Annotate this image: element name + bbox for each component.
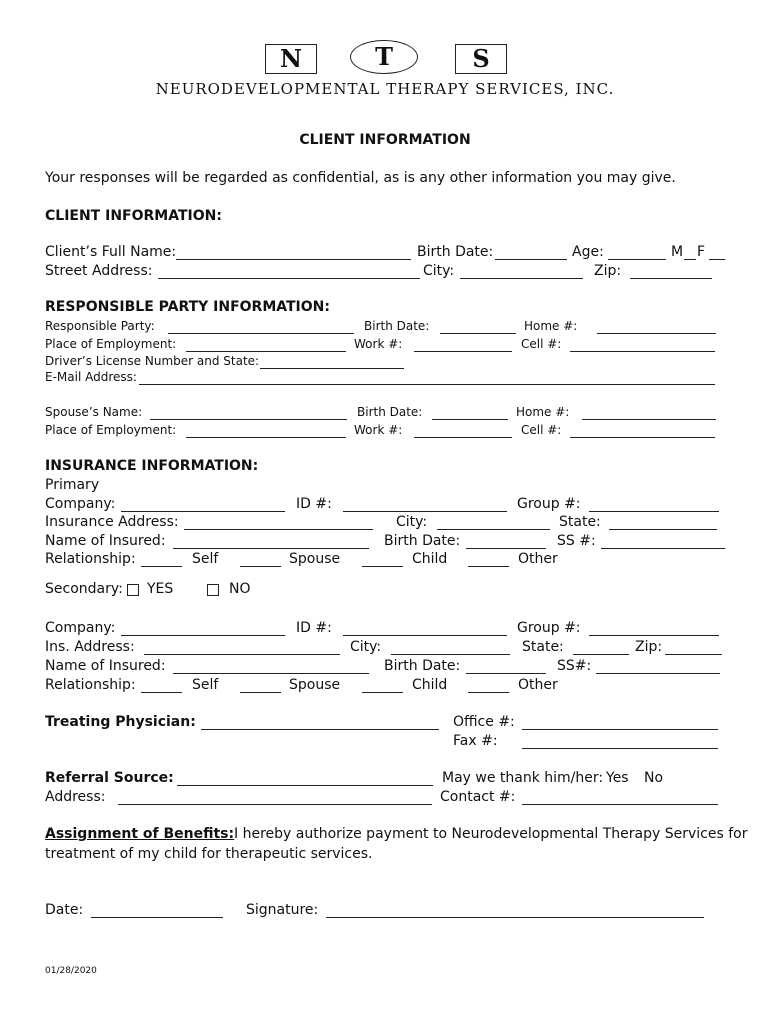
physician-office-label: Office #: [453, 714, 515, 730]
responsible-birth-field[interactable] [440, 333, 516, 334]
primary-state-field[interactable] [609, 529, 717, 530]
secondary-state-field[interactable] [573, 654, 629, 655]
spouse-employment-label: Place of Employment: [45, 423, 177, 437]
primary-spouse-field[interactable] [240, 566, 281, 567]
email-label: E-Mail Address: [45, 370, 137, 384]
secondary-state-label: State: [522, 639, 564, 655]
secondary-other-label: Other [518, 677, 558, 693]
client-zip-label: Zip: [594, 263, 622, 279]
signature-label: Signature: [246, 902, 319, 918]
responsible-work-field[interactable] [414, 351, 512, 352]
primary-self-field[interactable] [141, 566, 182, 567]
spouse-birth-label: Birth Date: [357, 405, 423, 419]
primary-insured-field[interactable] [173, 548, 369, 549]
secondary-company-label: Company: [45, 620, 116, 636]
spouse-cell-label: Cell #: [521, 423, 562, 437]
client-age-field[interactable] [608, 259, 666, 260]
physician-office-field[interactable] [522, 729, 718, 730]
secondary-child-label: Child [412, 677, 448, 693]
assignment-text-line2: treatment of my child for therapeutic services. [45, 846, 373, 862]
responsible-employment-label: Place of Employment: [45, 337, 177, 351]
license-label: Driver’s License Number and State: [45, 354, 260, 368]
referral-label: Referral Source: [45, 770, 174, 786]
secondary-id-label: ID #: [296, 620, 332, 636]
primary-address-label: Insurance Address: [45, 514, 179, 530]
insurance-heading: INSURANCE INFORMATION: [45, 458, 259, 474]
secondary-yes-label: YES [147, 581, 174, 597]
primary-ss-field[interactable] [601, 548, 725, 549]
client-f-label: F [697, 244, 706, 260]
spouse-work-field[interactable] [414, 437, 512, 438]
primary-city-field[interactable] [437, 529, 550, 530]
responsible-cell-label: Cell #: [521, 337, 562, 351]
primary-group-field[interactable] [589, 511, 719, 512]
primary-company-label: Company: [45, 496, 116, 512]
intro-text: Your responses will be regarded as confidential, as is any other information you may give. [45, 170, 676, 186]
client-zip-field[interactable] [630, 278, 712, 279]
primary-self-label: Self [192, 551, 219, 567]
primary-id-label: ID #: [296, 496, 332, 512]
referral-thank-label: May we thank him/her: [442, 770, 604, 786]
spouse-employment-field[interactable] [186, 437, 346, 438]
primary-state-label: State: [559, 514, 601, 530]
secondary-spouse-field[interactable] [240, 692, 281, 693]
referral-address-field[interactable] [118, 804, 432, 805]
secondary-birth-label: Birth Date: [384, 658, 461, 674]
client-city-label: City: [423, 263, 455, 279]
primary-spouse-label: Spouse [289, 551, 341, 567]
client-street-field[interactable] [158, 278, 420, 279]
secondary-self-field[interactable] [141, 692, 182, 693]
primary-label: Primary [45, 477, 100, 493]
spouse-home-field[interactable] [582, 419, 716, 420]
primary-address-field[interactable] [184, 529, 373, 530]
client-birth-label: Birth Date: [417, 244, 494, 260]
spouse-name-field[interactable] [150, 419, 347, 420]
primary-ss-label: SS #: [557, 533, 596, 549]
secondary-insured-label: Name of Insured: [45, 658, 166, 674]
client-f-field[interactable] [709, 259, 725, 260]
secondary-group-field[interactable] [589, 635, 719, 636]
date-field[interactable] [91, 917, 223, 918]
license-field[interactable] [260, 368, 404, 369]
company-name: NEURODEVELOPMENTAL THERAPY SERVICES, INC. [155, 80, 615, 98]
secondary-address-label: Ins. Address: [45, 639, 135, 655]
secondary-other-field[interactable] [468, 692, 509, 693]
client-name-field[interactable] [176, 259, 411, 260]
primary-other-field[interactable] [468, 566, 509, 567]
secondary-ss-field[interactable] [596, 673, 720, 674]
client-birth-field[interactable] [495, 259, 567, 260]
responsible-home-label: Home #: [524, 319, 578, 333]
responsible-heading: RESPONSIBLE PARTY INFORMATION: [45, 299, 330, 315]
primary-child-field[interactable] [362, 566, 403, 567]
client-city-field[interactable] [460, 278, 583, 279]
secondary-no-checkbox[interactable] [207, 584, 219, 596]
secondary-ss-label: SS#: [557, 658, 592, 674]
responsible-party-field[interactable] [168, 333, 354, 334]
primary-birth-field[interactable] [466, 548, 546, 549]
logo-letter-t: T [350, 40, 418, 74]
spouse-work-label: Work #: [354, 423, 403, 437]
primary-city-label: City: [396, 514, 428, 530]
client-name-label: Client’s Full Name: [45, 244, 177, 260]
referral-yes-option[interactable]: Yes [606, 770, 629, 786]
logo-letter-n: N [265, 44, 317, 74]
primary-id-field[interactable] [343, 511, 507, 512]
page-title: CLIENT INFORMATION [299, 132, 471, 148]
primary-other-label: Other [518, 551, 558, 567]
secondary-address-field[interactable] [144, 654, 340, 655]
spouse-name-label: Spouse’s Name: [45, 405, 143, 419]
referral-contact-field[interactable] [522, 804, 718, 805]
secondary-insured-field[interactable] [173, 673, 369, 674]
spouse-cell-field[interactable] [570, 437, 715, 438]
responsible-work-label: Work #: [354, 337, 403, 351]
secondary-zip-label: Zip: [635, 639, 663, 655]
signature-field[interactable] [326, 917, 704, 918]
spouse-home-label: Home #: [516, 405, 570, 419]
responsible-party-label: Responsible Party: [45, 319, 155, 333]
secondary-city-field[interactable] [391, 654, 510, 655]
secondary-relationship-label: Relationship: [45, 677, 136, 693]
responsible-employment-field[interactable] [186, 351, 346, 352]
responsible-home-field[interactable] [597, 333, 716, 334]
primary-child-label: Child [412, 551, 448, 567]
responsible-cell-field[interactable] [570, 351, 715, 352]
assignment-text-line1: I hereby authorize payment to Neurodevelopmental Therapy Services for [234, 826, 748, 842]
physician-field[interactable] [201, 729, 439, 730]
physician-fax-field[interactable] [522, 748, 718, 749]
footer-date: 01/28/2020 [45, 966, 97, 976]
physician-fax-label: Fax #: [453, 733, 498, 749]
secondary-zip-field[interactable] [665, 654, 722, 655]
client-age-label: Age: [572, 244, 604, 260]
secondary-self-label: Self [192, 677, 219, 693]
secondary-yes-checkbox[interactable] [127, 584, 139, 596]
referral-contact-label: Contact #: [440, 789, 516, 805]
secondary-label: Secondary: [45, 581, 123, 597]
responsible-birth-label: Birth Date: [364, 319, 430, 333]
primary-company-field[interactable] [121, 511, 285, 512]
client-heading: CLIENT INFORMATION: [45, 208, 222, 224]
primary-group-label: Group #: [517, 496, 581, 512]
primary-birth-label: Birth Date: [384, 533, 461, 549]
email-field[interactable] [139, 384, 715, 385]
date-label: Date: [45, 902, 84, 918]
secondary-spouse-label: Spouse [289, 677, 341, 693]
physician-label: Treating Physician: [45, 714, 196, 730]
spouse-birth-field[interactable] [432, 419, 508, 420]
secondary-birth-field[interactable] [466, 673, 546, 674]
referral-field[interactable] [177, 785, 433, 786]
client-street-label: Street Address: [45, 263, 153, 279]
assignment-label: Assignment of Benefits: [45, 826, 235, 842]
logo-letter-s: S [455, 44, 507, 74]
referral-address-label: Address: [45, 789, 106, 805]
secondary-group-label: Group #: [517, 620, 581, 636]
secondary-no-label: NO [229, 581, 251, 597]
primary-relationship-label: Relationship: [45, 551, 136, 567]
primary-insured-label: Name of Insured: [45, 533, 166, 549]
client-m-label: M [671, 244, 684, 260]
secondary-id-field[interactable] [343, 635, 507, 636]
client-m-field[interactable] [684, 259, 696, 260]
referral-no-option[interactable]: No [644, 770, 664, 786]
secondary-city-label: City: [350, 639, 382, 655]
secondary-child-field[interactable] [362, 692, 403, 693]
secondary-company-field[interactable] [121, 635, 285, 636]
